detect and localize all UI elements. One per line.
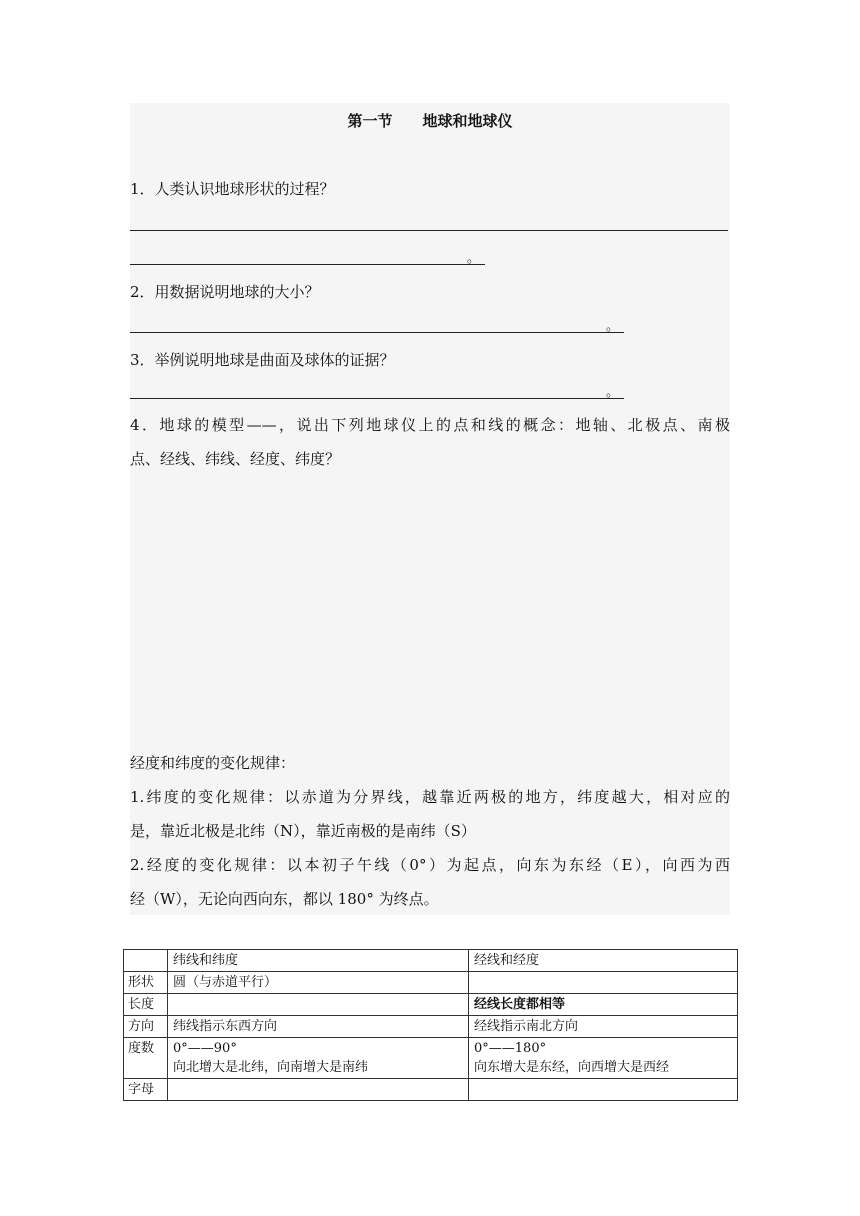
cell-longitude-letter[interactable] bbox=[469, 1079, 738, 1101]
latitude-rule-line-1: 1.纬度的变化规律：以赤道为分界线，越靠近两极的地方，纬度越大，相对应的 bbox=[130, 788, 730, 806]
cell-longitude-direction[interactable]: 经线指示南北方向 bbox=[469, 1016, 738, 1038]
cell-latitude-degrees[interactable] bbox=[168, 1038, 469, 1079]
cell-latitude-direction[interactable]: 纬线指示东西方向 bbox=[168, 1016, 469, 1038]
answer-line-1b[interactable] bbox=[130, 264, 485, 265]
question-2: 2．用数据说明地球的大小？ bbox=[130, 283, 320, 301]
table-row bbox=[124, 972, 738, 994]
row-label-length: 长度 bbox=[124, 994, 168, 1016]
row-label-shape: 形状 bbox=[124, 972, 168, 994]
cell-longitude-length[interactable]: 经线长度都相等 bbox=[469, 994, 738, 1016]
comparison-table bbox=[123, 949, 738, 1101]
cell-latitude-length[interactable] bbox=[168, 994, 469, 1016]
period-1: 。 bbox=[467, 251, 481, 266]
answer-line-2[interactable] bbox=[130, 332, 624, 333]
question-4-line-1: 4．地球的模型——，说出下列地球仪上的点和线的概念：地轴、北极点、南极 bbox=[130, 416, 730, 434]
table-corner-cell bbox=[124, 950, 168, 972]
latitude-degree-range: 0°——90° bbox=[173, 1041, 237, 1056]
answer-line-3[interactable] bbox=[130, 398, 624, 399]
cell-longitude-shape[interactable] bbox=[469, 972, 738, 994]
cell-longitude-degrees[interactable] bbox=[469, 1038, 738, 1079]
latitude-rule-line-2: 是，靠近北极是北纬（N），靠近南极的是南纬（S） bbox=[130, 822, 476, 840]
answer-line-1a[interactable] bbox=[130, 230, 728, 231]
cell-latitude-letter[interactable] bbox=[168, 1079, 469, 1101]
question-4-line-2: 点、经线、纬线、经度、纬度？ bbox=[130, 450, 341, 468]
page-title: 第一节 地球和地球仪 bbox=[347, 112, 513, 130]
question-3: 3．举例说明地球是曲面及球体的证据？ bbox=[130, 351, 395, 369]
table-header-row bbox=[124, 950, 738, 972]
longitude-rule-line-2: 经（W），无论向西向东，都以 180° 为终点。 bbox=[130, 890, 439, 908]
row-label-letter: 字母 bbox=[124, 1079, 168, 1101]
table-row bbox=[124, 1079, 738, 1101]
column-header-longitude: 经线和经度 bbox=[469, 950, 738, 972]
column-header-latitude: 纬线和纬度 bbox=[168, 950, 469, 972]
period-2: 。 bbox=[606, 319, 620, 334]
row-label-degrees: 度数 bbox=[124, 1038, 168, 1079]
longitude-degree-rule: 向东增大是东经，向西增大是西经 bbox=[474, 1060, 670, 1075]
table-row bbox=[124, 1038, 738, 1079]
period-3: 。 bbox=[606, 385, 620, 400]
row-label-direction: 方向 bbox=[124, 1016, 168, 1038]
longitude-degree-range: 0°——180° bbox=[474, 1041, 547, 1056]
latitude-degree-rule: 向北增大是北纬，向南增大是南纬 bbox=[173, 1060, 369, 1075]
rules-heading: 经度和纬度的变化规律： bbox=[130, 754, 296, 772]
table-row bbox=[124, 994, 738, 1016]
cell-latitude-shape[interactable]: 圆（与赤道平行） bbox=[168, 972, 469, 994]
longitude-rule-line-1: 2.经度的变化规律：以本初子午线（0°）为起点，向东为东经（E），向西为西 bbox=[130, 856, 730, 874]
table-row bbox=[124, 1016, 738, 1038]
question-1: 1．人类认识地球形状的过程？ bbox=[130, 180, 335, 198]
